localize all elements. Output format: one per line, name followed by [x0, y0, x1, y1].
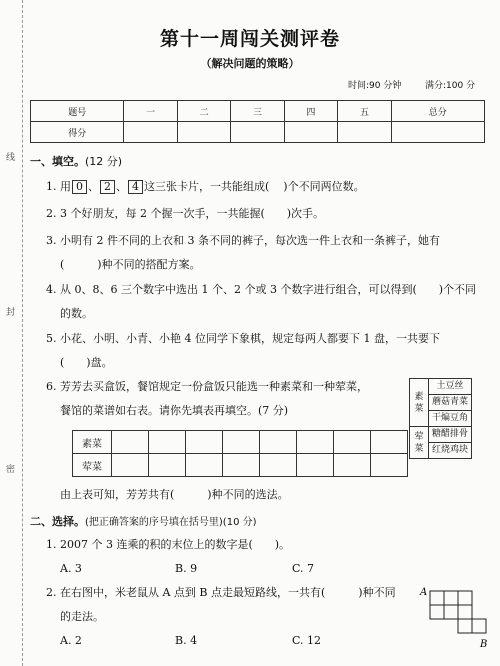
margin-char-line: 线 [6, 153, 16, 163]
option-c[interactable]: C. 12 [292, 634, 322, 647]
fill-cell[interactable] [334, 454, 371, 477]
fill-cell[interactable] [260, 431, 297, 454]
menu-item: 干煸豆角 [429, 411, 472, 427]
section2-heading [30, 513, 257, 529]
score-table-score-row [31, 122, 485, 143]
option-b[interactable]: B. 9 [175, 562, 198, 575]
menu-meat-label: 荤菜 [410, 427, 429, 459]
score-cell[interactable] [391, 122, 484, 143]
fill-cell[interactable] [223, 454, 260, 477]
fill-cell[interactable] [334, 431, 371, 454]
question-1-6-line1: 6. 芳芳去买盒饭，餐馆规定一份盒饭只能选一种素菜和一种荤菜， [46, 380, 368, 393]
section2-title: 二、选择。 [30, 515, 85, 528]
score-header-cell: 题号 [31, 101, 124, 122]
score-header-cell: 三 [231, 101, 284, 122]
question-2-1: 1. 2007 个 3 连乘的积的末位上的数字是( )。 [46, 538, 291, 551]
option-b[interactable]: B. 4 [175, 634, 198, 647]
score-header-cell: 五 [338, 101, 391, 122]
section1-heading [30, 153, 122, 169]
grid-square [444, 605, 458, 619]
score-cell[interactable] [231, 122, 284, 143]
grid-square [458, 619, 472, 633]
point-a-label: A [420, 587, 428, 598]
question-1-2: 2. 3 个好朋友，每 2 个握一次手，一共能握( )次手。 [46, 207, 325, 220]
fill-cell[interactable] [186, 431, 223, 454]
fill-cell[interactable] [186, 454, 223, 477]
grid-square [430, 605, 444, 619]
fill-cell[interactable] [149, 454, 186, 477]
fill-cell[interactable] [297, 431, 334, 454]
score-header-cell: 总分 [391, 101, 484, 122]
score-cell[interactable] [177, 122, 230, 143]
question-1-3-line1: 3. 小明有 2 件不同的上衣和 3 条不同的裤子，每次选一件上衣和一条裤子，她有 [46, 234, 440, 247]
score-cell[interactable] [124, 122, 177, 143]
fill-row-label: 素菜 [73, 431, 112, 454]
digit-card: 0 [72, 180, 87, 194]
menu-item: 蘑菇青菜 [429, 395, 472, 411]
option-a[interactable]: A. 2 [60, 634, 82, 647]
time-limit: 时间:90 分钟 [348, 81, 402, 91]
question-1-1: 1. 用 0 、 2 、 4 这三张卡片，一共能组成( )个不同两位数。 [46, 180, 365, 193]
question-1-3-line2: ( )种不同的搭配方案。 [60, 258, 201, 271]
option-a[interactable]: A. 3 [60, 562, 82, 575]
q1-1-text-b: 这三张卡片，一共能组成( [144, 180, 270, 193]
menu-veg-label: 素菜 [410, 379, 429, 427]
question-2-2-line1: 2. 在右图中，米老鼠从 A 点到 B 点走最短路线，一共有( )种不同 [46, 586, 396, 599]
score-cell[interactable] [338, 122, 391, 143]
question-1-4-line2: 的数。 [60, 307, 93, 320]
menu-item: 红烧鸡块 [429, 443, 472, 459]
q1-1-text-c: )个不同两位数。 [283, 180, 365, 193]
digit-card: 2 [100, 180, 115, 194]
menu-table [409, 378, 472, 459]
option-c[interactable]: C. 7 [292, 562, 315, 575]
question-1-5-line2: ( )盘。 [60, 356, 113, 369]
menu-item: 土豆丝 [429, 379, 472, 395]
point-b-label: B [480, 639, 488, 650]
score-header-cell: 一 [124, 101, 177, 122]
fill-cell[interactable] [149, 431, 186, 454]
grid-square [458, 605, 472, 619]
margin-char-secret: 密 [6, 465, 16, 475]
question-2-2-line2: 的走法。 [60, 610, 104, 623]
fill-cell[interactable] [371, 454, 408, 477]
score-table-header-row [31, 101, 485, 122]
fill-row-label: 荤菜 [73, 454, 112, 477]
score-header-cell: 二 [177, 101, 230, 122]
score-cell[interactable] [284, 122, 337, 143]
binding-line [22, 0, 23, 666]
full-score: 满分:100 分 [425, 81, 476, 91]
question-1-6-conclusion: 由上表可知，芳芳共有( )种不同的选法。 [60, 488, 289, 501]
question-1-5-line1: 5. 小花、小明、小青、小艳 4 位同学下象棋，规定每两人都要下 1 盘，一共要下 [46, 332, 440, 345]
fill-cell[interactable] [260, 454, 297, 477]
section1-points: (12 分) [85, 155, 123, 168]
grid-square [472, 619, 486, 633]
page-subtitle: （解决问题的策略） [200, 57, 300, 70]
grid-square [458, 591, 472, 605]
route-grid-diagram [418, 585, 492, 651]
section1-title: 一、填空。 [30, 155, 85, 168]
fill-cell[interactable] [112, 431, 149, 454]
question-1-4-line1: 4. 从 0、8、6 三个数字中选出 1 个、2 个或 3 个数字进行组合，可以得到( )个不同 [46, 283, 477, 296]
fill-cell[interactable] [297, 454, 334, 477]
grid-square [444, 591, 458, 605]
score-header-cell: 四 [284, 101, 337, 122]
score-table [30, 100, 485, 143]
combination-fill-table [72, 430, 408, 477]
score-row-label: 得分 [31, 122, 124, 143]
margin-char-seal: 封 [6, 308, 16, 318]
section2-note: (把正确答案的序号填在括号里)(10 分) [85, 517, 257, 528]
page-title: 第十一周闯关测评卷 [159, 28, 340, 50]
fill-cell[interactable] [223, 431, 260, 454]
digit-card: 4 [128, 180, 143, 194]
question-1-6-line2: 餐馆的菜谱如右表。请你先填表再填空。(7 分) [60, 404, 289, 417]
menu-item: 糖醋排骨 [429, 427, 472, 443]
grid-square [430, 591, 444, 605]
q1-1-text-a: 1. 用 [46, 180, 71, 193]
fill-cell[interactable] [371, 431, 408, 454]
fill-cell[interactable] [112, 454, 149, 477]
